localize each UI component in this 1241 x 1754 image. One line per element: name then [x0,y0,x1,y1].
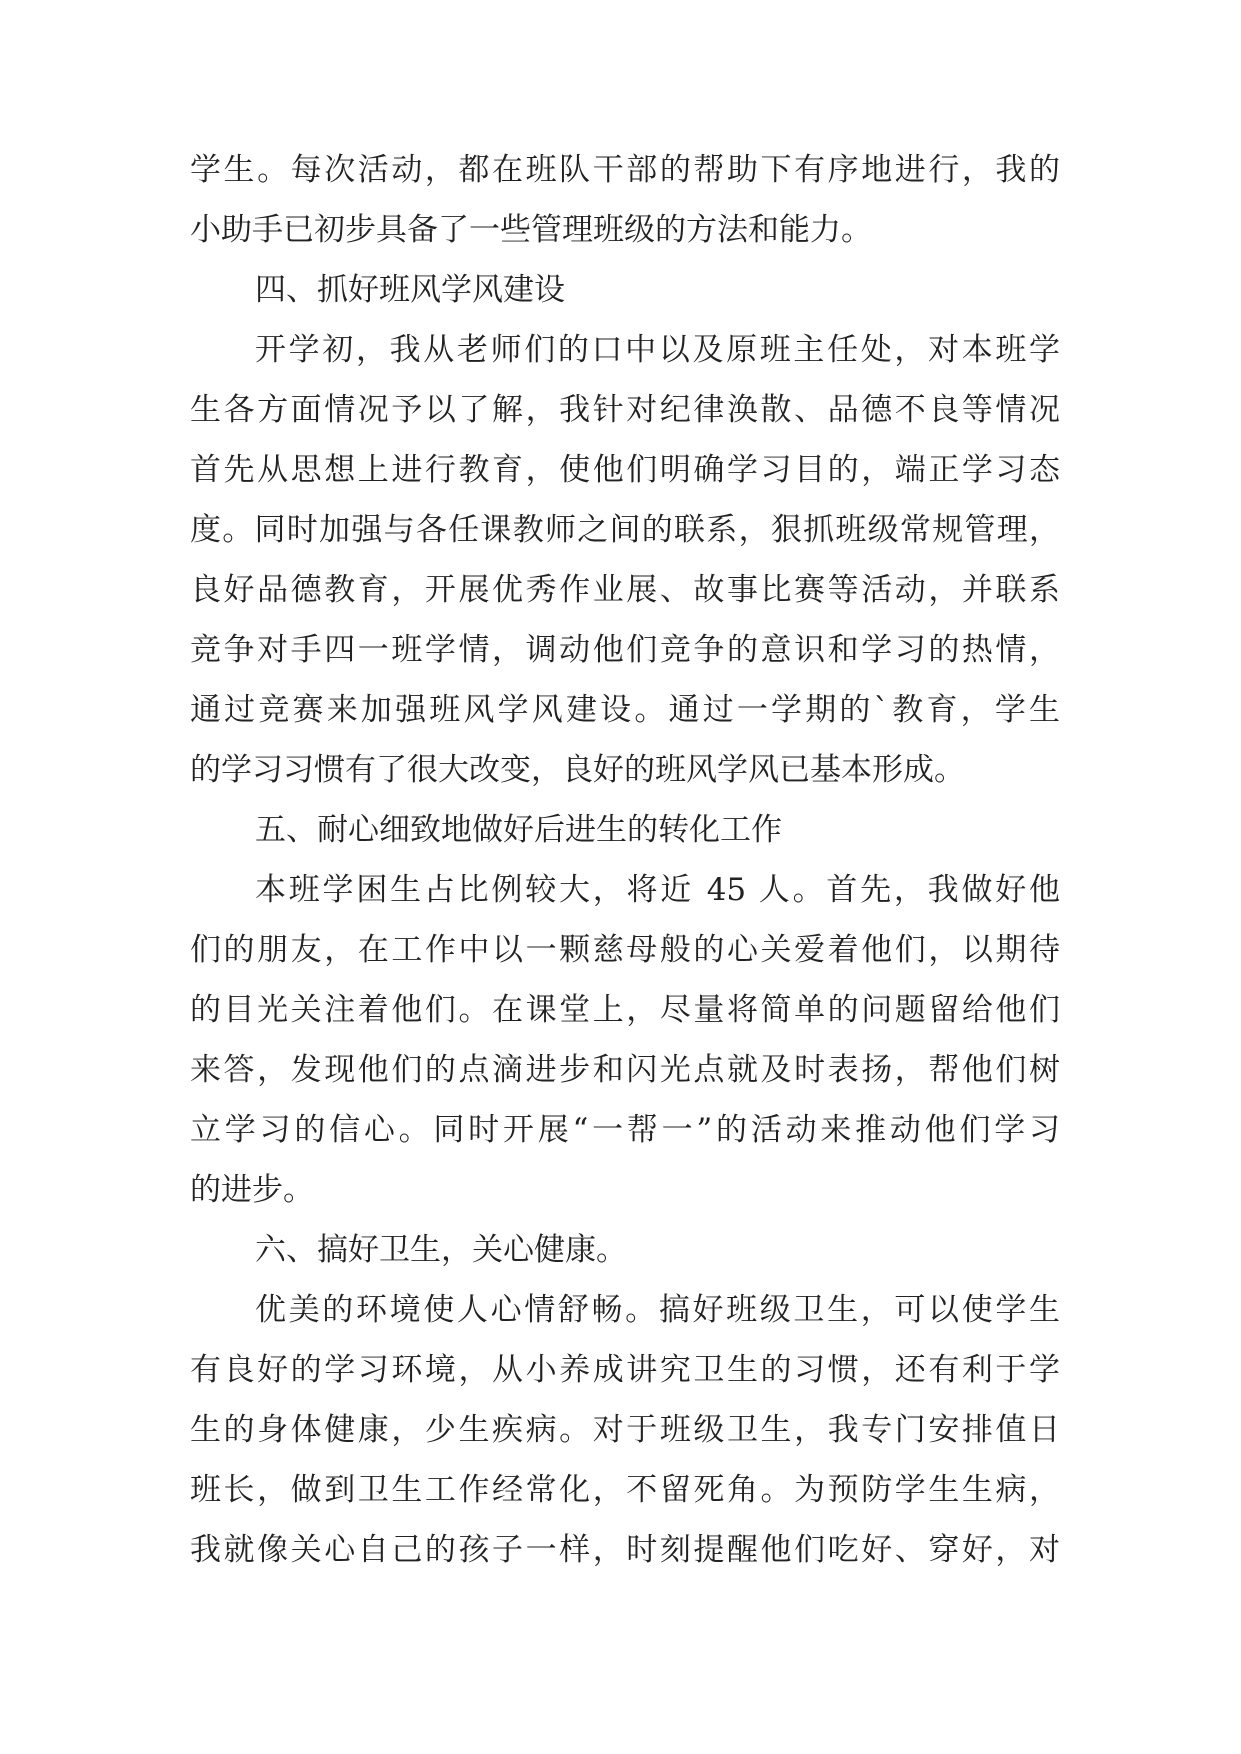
paragraph-line: 本班学困生占比例较大，将近 45 人。首先，我做好他 [255,872,1060,908]
paragraph-line: 开学初，我从老师们的口中以及原班主任处，对本班学 [255,332,1060,368]
paragraph-line: 通过竞赛来加强班风学风建设。通过一学期的`教育，学生 [190,692,1060,728]
paragraph-line: 小助手已初步具备了一些管理班级的方法和能力。 [190,212,872,248]
paragraph-line: 良好品德教育，开展优秀作业展、故事比赛等活动，并联系 [190,572,1060,608]
paragraph-line: 生的身体健康，少生疾病。对于班级卫生，我专门安排值日 [190,1412,1060,1448]
paragraph-line: 首先从思想上进行教育，使他们明确学习目的，端正学习态 [190,452,1060,488]
paragraph-line: 学生。每次活动，都在班队干部的帮助下有序地进行，我的 [190,152,1060,188]
paragraph-line: 们的朋友，在工作中以一颗慈母般的心关爱着他们，以期待 [190,932,1060,968]
paragraph-line: 的目光关注着他们。在课堂上，尽量将简单的问题留给他们 [190,992,1060,1028]
paragraph-line: 竞争对手四一班学情，调动他们竞争的意识和学习的热情， [190,632,1060,668]
paragraph-line: 立学习的信心。同时开展“一帮一”的活动来推动他们学习 [190,1112,1060,1148]
paragraph-line: 我就像关心自己的孩子一样，时刻提醒他们吃好、穿好，对 [190,1532,1060,1568]
section-heading: 五、耐心细致地做好后进生的转化工作 [255,812,782,848]
section-heading: 四、抓好班风学风建设 [255,272,565,308]
paragraph-line: 有良好的学习环境，从小养成讲究卫生的习惯，还有利于学 [190,1352,1060,1388]
paragraph-line: 度。同时加强与各任课教师之间的联系，狠抓班级常规管理， [190,512,1060,548]
paragraph-line: 生各方面情况予以了解，我针对纪律涣散、品德不良等情况 [190,392,1060,428]
section-heading: 六、搞好卫生，关心健康。 [255,1232,627,1268]
paragraph-line: 优美的环境使人心情舒畅。搞好班级卫生，可以使学生 [255,1292,1060,1328]
paragraph-line: 的学习习惯有了很大改变，良好的班风学风已基本形成。 [190,752,965,788]
paragraph-line: 班长，做到卫生工作经常化，不留死角。为预防学生生病， [190,1472,1060,1508]
paragraph-line: 的进步。 [190,1172,314,1208]
paragraph-line: 来答，发现他们的点滴进步和闪光点就及时表扬，帮他们树 [190,1052,1060,1088]
